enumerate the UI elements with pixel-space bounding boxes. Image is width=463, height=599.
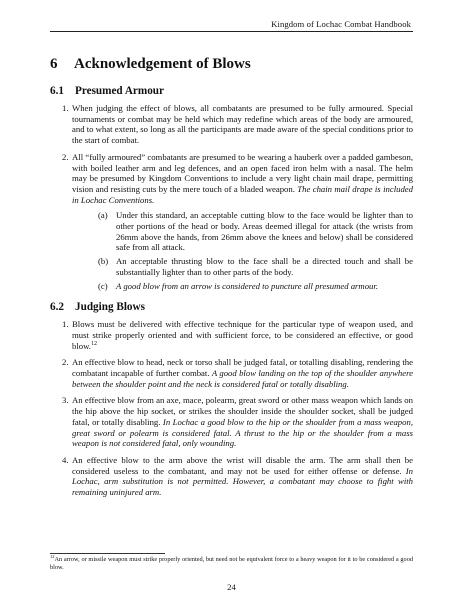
item-marker: 2. [62,151,69,162]
sub-item-emphasis: A good blow from an arrow is considered to puncture all presumed armour. [116,280,378,291]
sub-item-text: An acceptable thrusting blow to the face shall be a directed touch and shall be substantially lighter than to other parts of the body. [116,256,413,277]
item-text: An effective blow to the arm above the wrist will disable the arm. The arm shall then be considered useless to the combatant, and may not be used for either offense or defense. [72,454,413,476]
footnote-number: 12 [50,553,55,559]
item-marker: 4. [62,454,69,465]
chapter-title: Acknowledgement of Blows [74,56,251,72]
item-text: Blows must be delivered with effective technique for the particular type of weapon used, and must strike properly oriented and with sufficient force, to be considered an effective, or good blow. [72,319,413,351]
list-item [50,357,413,389]
sub-item-marker: (b) [98,256,109,267]
page-number: 24 [227,582,236,592]
item-emphasis: The chain mail drape is included in Lochac Conventions. [72,183,413,205]
list-item [50,395,413,449]
page-body [50,56,413,504]
sub-list [72,210,413,291]
chapter-number: 6 [50,56,58,72]
footnote-text: An arrow, or missile weapon must strike properly oriented, but need not be equivalent force to a heavy weapon for it to be considered a good blow. [50,556,413,571]
sub-item [72,281,413,292]
section-number: 6.2 [50,301,64,314]
item-emphasis: In Lochac a good blow to the hip or the shoulder from a mass weapon, great sword or polearm is considered fatal. A thrust to the hip or the shoulder from a mass weapon is not considered fatal, only wounding. [72,416,414,449]
item-emphasis: In Lochac, arm substitution is not permitted. However, a combatant may choose to fight with remaining uninjured arm. [72,465,413,498]
item-text: An effective blow from an axe, mace, polearm, great sword or other mass weapon which lands on the hip above the hip socket, or strikes the shoulder inside the shoulder socket, shall be judged fatal, or totally disabling. [72,395,413,427]
item-emphasis: A good blow landing on the top of the shoulder anywhere between the shoulder point and the neck is considered fatal or totally disabling. [72,368,413,389]
footnote-rule [50,553,165,554]
sub-item-marker: (c) [98,280,108,291]
sub-item-marker: (a) [98,210,108,221]
section-number: 6.1 [50,85,64,97]
judging-blows-list [50,319,413,498]
section-title: Presumed Armour [75,85,164,97]
sub-item [72,256,413,277]
footnote [50,553,413,572]
list-item [50,455,413,498]
section-heading-judging-blows [50,301,413,313]
list-item [50,319,413,351]
sub-item [72,210,413,253]
list-item [50,152,413,291]
chapter-heading [50,56,413,73]
presumed-armour-list [50,103,413,291]
running-header: Kingdom of Lochac Combat Handbook [271,19,411,29]
item-marker: 1. [62,103,69,113]
header-rule [50,31,413,32]
item-marker: 1. [62,319,69,330]
section-heading-presumed-armour [50,85,413,97]
sub-item-text: Under this standard, an acceptable cutting blow to the face would be lighter than to other portions of the head or body. Areas deemed illegal for attack (the wrists from 26mm above the hands, from 26mm above the knees and below) shall be considered safe from all attack. [116,210,413,253]
item-marker: 2. [62,357,69,368]
list-item [50,103,413,146]
item-text: When judging the effect of blows, all combatants are presumed to be fully armoured. Special tournaments or combat may be held which may redefine which areas of the body are armoured, and to what extent, so long as all the participants are made aware of the special conditions prior to the start of combat. [72,103,413,146]
item-text: An effective blow to head, neck or torso shall be judged fatal, or totalling disabling, rendering the combatant incapable of further combat. [72,357,413,379]
item-text: All “fully armoured” combatants are presumed to be wearing a hauberk over a padded gambeson, with boiled leather arm and leg defences, and an open faced iron helm with a nasal. The helm may be presumed by Kingdom Conventions to include a very light chain mail drape, permitting vision and resisting cuts by the mere touch of a bladed weapon. [72,151,413,194]
footnote-reference[interactable]: 12 [90,340,97,347]
section-title: Judging Blows [75,301,145,314]
item-marker: 3. [62,395,69,406]
